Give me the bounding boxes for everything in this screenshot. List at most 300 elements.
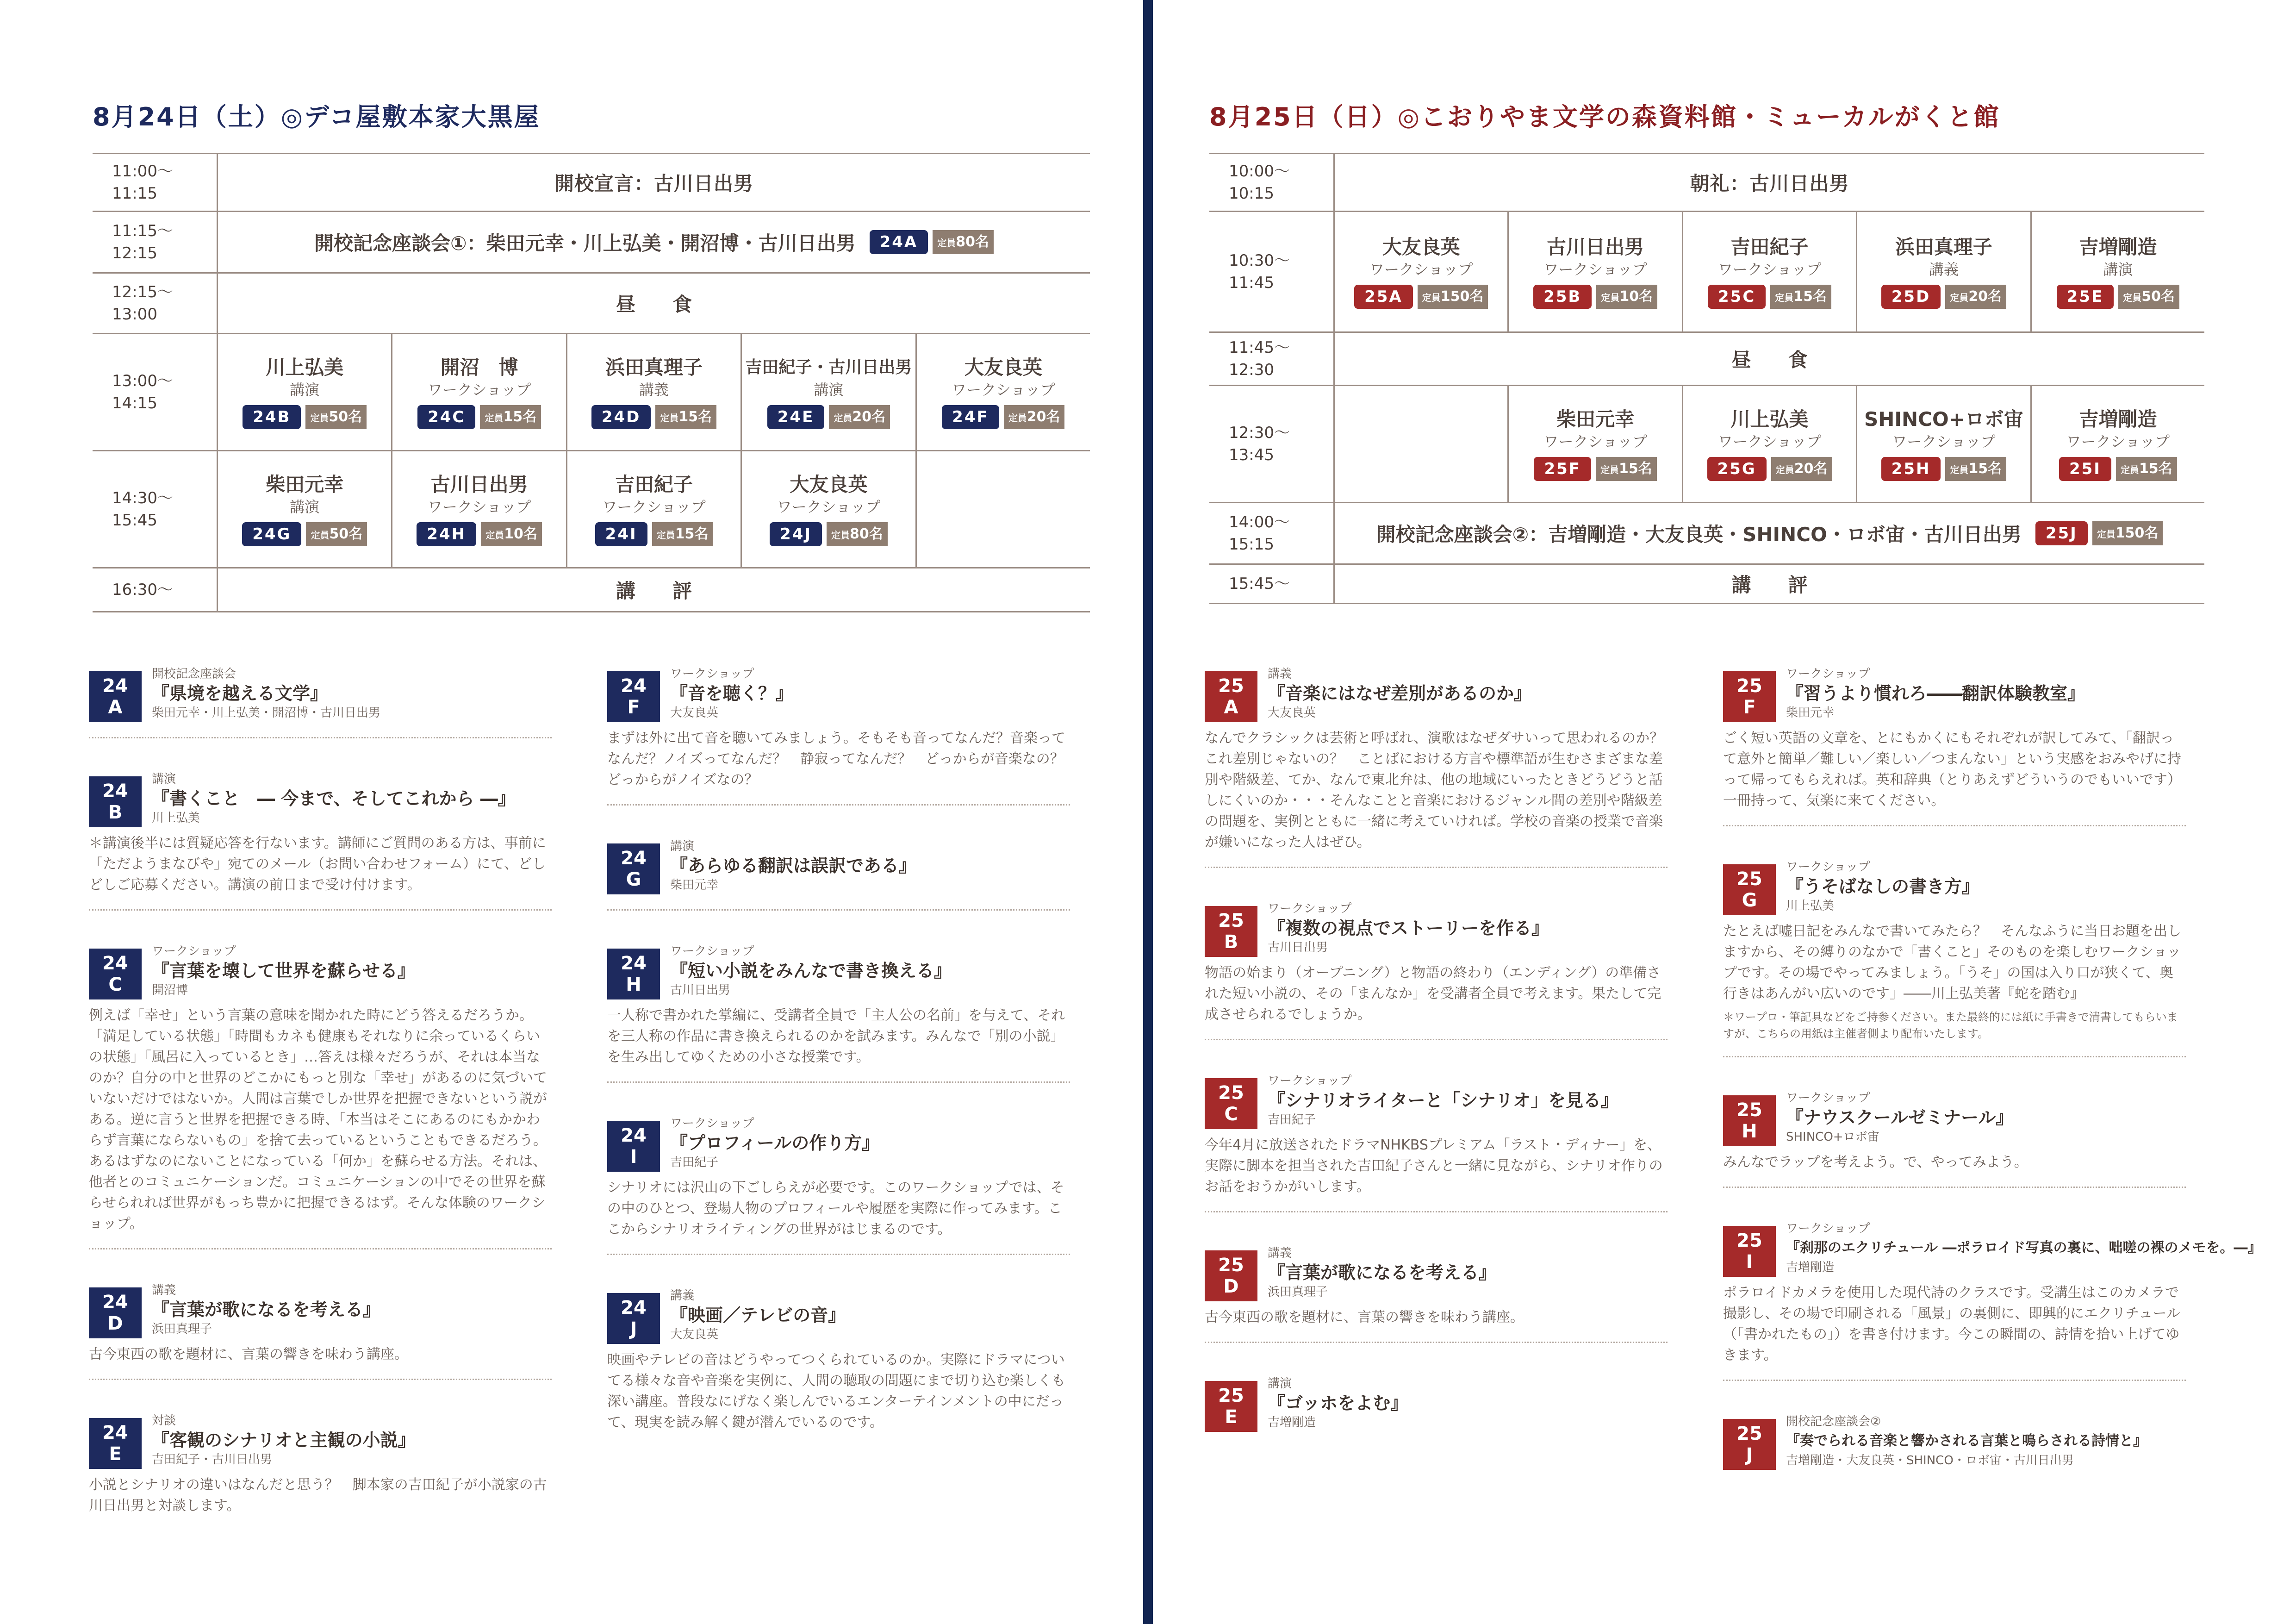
- capacity-badge: [655, 405, 716, 429]
- capacity-badge: [305, 405, 367, 429]
- session-description: [89, 667, 552, 738]
- capacity-prefix: 定員: [2123, 292, 2142, 303]
- session-speaker: 川上弘美: [1786, 899, 1835, 913]
- session-code-day: 25: [1218, 1082, 1244, 1104]
- time-start: 10:30〜: [1229, 251, 1290, 270]
- session-cell: [915, 334, 1090, 450]
- slot-content: [1333, 212, 2204, 331]
- session-descriptions-left-column: [1205, 667, 1678, 1466]
- capacity-value: 15名: [675, 526, 709, 542]
- time-start: 15:45〜: [1229, 575, 1290, 593]
- dotted-divider: [1723, 1366, 2186, 1381]
- schedule-row: [1209, 212, 2204, 333]
- badge-group: [770, 522, 888, 546]
- lecturer-name: 開沼 博: [440, 356, 518, 379]
- badge-group: [942, 405, 1064, 429]
- session-cell: [1507, 386, 1681, 502]
- schedule-row: [93, 212, 1090, 274]
- badge-group: [417, 522, 542, 546]
- lecturer-name: 大友良英: [1382, 236, 1460, 258]
- session-code-block: [1205, 1250, 1257, 1301]
- session-descriptions-left-column: [89, 667, 552, 1549]
- session-speaker: 吉田紀子: [1268, 1113, 1316, 1127]
- session-code-block: [1723, 1419, 1776, 1470]
- capacity-badge: [480, 405, 541, 429]
- schedule-row: [1209, 333, 2204, 386]
- description-header: [607, 1288, 1070, 1345]
- session-type: ワークショップ: [1369, 261, 1473, 278]
- lecturer-name: 古川日出男: [1547, 236, 1644, 258]
- description-header: [607, 944, 1070, 1000]
- session-code-day: 24: [621, 1297, 647, 1318]
- session-cell: [1682, 212, 1856, 331]
- dotted-divider: [89, 1234, 552, 1249]
- capacity-badge: [1945, 285, 2006, 309]
- session-descriptions-right-column: [1723, 667, 2262, 1504]
- capacity-badge: [481, 522, 542, 546]
- dotted-divider: [1723, 811, 2186, 826]
- badge-group: [2035, 521, 2163, 545]
- time-slot: [112, 274, 214, 333]
- session-category: ワークショップ: [1786, 1091, 1870, 1105]
- session-title: 『習うより慣れろ――翻訳体験教室』: [1786, 683, 2085, 704]
- description-heading: [152, 667, 552, 720]
- session-speaker: 吉田紀子: [670, 1156, 719, 1169]
- capacity-prefix: 定員: [2120, 464, 2139, 475]
- capacity-prefix: 定員: [485, 412, 504, 424]
- lecturer-name: 古川日出男: [430, 473, 528, 496]
- lecturer-name: 吉増剛造: [2079, 408, 2157, 431]
- session-description: [89, 1283, 552, 1380]
- description-header: [607, 839, 1070, 895]
- session-speaker: 大友良英: [670, 706, 719, 720]
- session-grid: [218, 451, 1090, 567]
- session-title: 『音を聴く？』: [670, 683, 794, 704]
- session-cell: [1682, 386, 1856, 502]
- session-cell: [566, 451, 740, 567]
- badge-group: [2057, 285, 2179, 309]
- session-code-badge: 24D: [591, 405, 651, 429]
- session-code-badge: 25C: [1708, 285, 1766, 309]
- session-code-block: [607, 949, 660, 999]
- session-speaker: 川上弘美: [152, 811, 200, 825]
- badge-group: [591, 405, 716, 429]
- capacity-value: 15名: [1619, 461, 1652, 477]
- session-code-block: [89, 1418, 142, 1469]
- badge-group: [1533, 285, 1657, 309]
- capacity-prefix: 定員: [311, 530, 330, 541]
- slot-content: [217, 274, 1090, 333]
- description-heading: [152, 1283, 552, 1337]
- symposium-row: [1335, 503, 2204, 563]
- session-type: 講演: [2103, 261, 2133, 278]
- session-title: 『音楽にはなぜ差別があるのか』: [1268, 683, 1532, 704]
- capacity-prefix: 定員: [1008, 412, 1027, 424]
- schedule-row: [1209, 503, 2204, 565]
- capacity-prefix: 定員: [1950, 292, 1969, 303]
- session-type: 講演: [290, 498, 320, 516]
- time-start: 13:00〜: [112, 372, 173, 390]
- day-heading-aug25: 8月25日（日）◎こおりやま文学の森資料館・ミューカルがくと館: [1209, 102, 2000, 131]
- badge-group: [1534, 457, 1656, 481]
- session-cell: [391, 334, 566, 450]
- capacity-value: 10名: [1619, 288, 1653, 305]
- session-code-day: 24: [621, 1125, 647, 1146]
- description-heading: [1268, 1246, 1668, 1299]
- session-speaker: 吉増剛造・大友良英・SHINCO・ロボ宙・古川日出男: [1786, 1454, 2074, 1468]
- session-body: 映画やテレビの音はどうやってつくられているのか。実際にドラマについてる様々な音や音楽を実例に、人間の聴取の問題にまで切り込む楽しくも深い講座。普段なにげなく楽しんでいるエンターテインメントの中にだって、現実を読み解く鍵が潜んでいるのです。: [607, 1352, 1065, 1430]
- time-end: 13:45: [1229, 446, 1274, 464]
- schedule-row: [93, 154, 1090, 212]
- capacity-value: 20名: [1794, 461, 1828, 477]
- lecturer-name: 大友良英: [790, 473, 868, 496]
- session-category: ワークショップ: [670, 1117, 754, 1131]
- capacity-prefix: 定員: [1601, 292, 1620, 303]
- session-body: シナリオには沢山の下ごしらえが必要です。このワークショップでは、その中のひとつ、登場人物のプロフィールや履歴を実際に作ってみます。ここからシナリオライティングの世界がはじまるのです。: [607, 1180, 1064, 1237]
- lecturer-name: 柴田元幸: [266, 473, 344, 496]
- capacity-badge: [1945, 457, 2006, 481]
- schedule-row: [1209, 386, 2204, 503]
- schedule-row: [93, 274, 1090, 334]
- description-header: [1205, 667, 1668, 723]
- description-heading: [152, 944, 552, 998]
- schedule-table-aug25: [1209, 153, 2204, 604]
- session-category: ワークショップ: [670, 944, 754, 958]
- symposium-label: 開校記念座談会①：柴田元幸・川上弘美・開沼博・古川日出男: [314, 232, 856, 255]
- time-end: 10:15: [1229, 184, 1274, 203]
- description-heading: [1268, 1074, 1668, 1127]
- schedule-row: [1209, 565, 2204, 604]
- session-cell: [218, 334, 391, 450]
- time-start: 14:30〜: [112, 489, 173, 507]
- session-title: 『映画／テレビの音』: [670, 1305, 846, 1325]
- session-code-letter: F: [627, 697, 640, 718]
- description-header: [89, 772, 552, 828]
- right-page: [1153, 0, 2296, 1624]
- session-speaker: 古川日出男: [1268, 941, 1328, 955]
- time-end: 15:45: [112, 511, 157, 530]
- session-cell: [740, 451, 915, 567]
- session-code-letter: D: [1223, 1276, 1239, 1297]
- session-category: 講義: [1268, 667, 1292, 681]
- session-body: 古今東西の歌を題材に、言葉の響きを味わう講座。: [89, 1346, 408, 1362]
- session-description: [607, 1116, 1070, 1255]
- session-category: 講演: [670, 839, 695, 853]
- description-header: [1205, 901, 1668, 958]
- description-heading: [1786, 1414, 2186, 1468]
- session-body: なんでクラシックは芸術と呼ばれ、演歌はなぜダサいって思われるのか？ これ差別じゃないの？ ことばにおける方言や標準語が生むさまざまな差別や階級差、てか、なんで東北弁は、他の地域にいったときどうどうと話しにくいのか・・・そんなことと音楽におけるジャンル間の差別や階級差の問題を、実例とともに一緒に考えていければ。学校の音楽の授業で音楽が嫌いになった人はぜひ。: [1205, 730, 1678, 850]
- session-category: 講義: [670, 1289, 695, 1303]
- capacity-badge: [2092, 521, 2163, 545]
- session-code-day: 25: [1736, 868, 1762, 890]
- slot-content: [217, 568, 1090, 611]
- session-title: 『ゴッホをよむ』: [1268, 1393, 1408, 1413]
- session-code-badge: 25F: [1534, 457, 1591, 481]
- description-header: [1723, 667, 2186, 723]
- description-heading: [1786, 860, 2186, 913]
- session-title: 『複数の視点でストーリーを作る』: [1268, 918, 1549, 938]
- lunch-label: 昼食: [1731, 349, 1845, 371]
- schedule-row: [93, 334, 1090, 451]
- description-header: [89, 1413, 552, 1470]
- symposium-row: [218, 212, 1090, 272]
- session-grid: [218, 334, 1090, 450]
- session-code-letter: H: [1742, 1121, 1757, 1142]
- badge-group: [595, 522, 713, 546]
- capacity-badge: [2118, 285, 2179, 309]
- session-code-badge: 24F: [942, 405, 999, 429]
- time-slot: [1229, 333, 1331, 385]
- session-code-day: 24: [102, 1422, 128, 1443]
- session-code-letter: B: [108, 802, 123, 823]
- capacity-badge: [933, 230, 994, 254]
- dotted-divider: [89, 1365, 552, 1380]
- session-code-day: 25: [1218, 1255, 1244, 1276]
- session-type: ワークショップ: [1543, 261, 1647, 278]
- session-type: ワークショップ: [2066, 433, 2170, 450]
- session-description: [1723, 1414, 2186, 1471]
- session-description: [1205, 1074, 1668, 1212]
- session-code-day: 24: [621, 675, 647, 697]
- description-header: [89, 667, 552, 723]
- session-speaker: 古川日出男: [670, 983, 731, 997]
- session-category: 講演: [152, 772, 176, 786]
- lecturer-name: 吉田紀子・古川日出男: [745, 358, 912, 377]
- time-start: 12:15〜: [112, 283, 173, 301]
- session-code-day: 25: [1218, 1385, 1244, 1406]
- badge-group: [1354, 285, 1488, 309]
- session-code-letter: J: [1746, 1444, 1753, 1466]
- description-header: [1723, 1091, 2186, 1147]
- session-cell: [740, 334, 915, 450]
- review-label: 講評: [616, 580, 729, 602]
- description-header: [1205, 1246, 1668, 1302]
- session-category: 開校記念座談会: [152, 667, 236, 681]
- capacity-value: 50名: [329, 526, 363, 542]
- session-code-letter: J: [630, 1318, 637, 1340]
- session-code-badge: 25E: [2057, 285, 2114, 309]
- empty-cell: [915, 451, 1090, 567]
- session-code-block: [607, 671, 660, 722]
- session-code-block: [1205, 671, 1257, 722]
- capacity-prefix: 定員: [310, 412, 329, 424]
- capacity-value: 150名: [1440, 288, 1484, 305]
- badge-group: [242, 522, 367, 546]
- schedule-row: [93, 451, 1090, 568]
- badge-group: [243, 405, 367, 429]
- slot-content: [1333, 333, 2204, 385]
- session-body: ポラロイドカメラを使用した現代詩のクラスです。受講生はこのカメラで撮影し、その場で印刷される「風景」の裏側に、即興的にエクリチュール（「書かれたもの」）を書き付けます。今この瞬間の、詩情を拾い上げてゆきます。: [1723, 1285, 2180, 1363]
- dotted-divider: [89, 723, 552, 738]
- badge-group: [767, 405, 890, 429]
- session-speaker: 柴田元幸・川上弘美・開沼博・古川日出男: [152, 706, 381, 720]
- session-type: ワークショップ: [1892, 433, 1996, 450]
- capacity-value: 20名: [1968, 288, 2002, 305]
- capacity-prefix: 定員: [1775, 464, 1794, 475]
- time-end: 12:15: [112, 244, 157, 262]
- dotted-divider: [1205, 1025, 1668, 1040]
- time-end: 12:30: [1229, 361, 1274, 379]
- session-body: たとえば嘘日記をみんなで書いてみたら？ そんなふうに当日お題を出しますから、その縛りのなかで「書くこと」そのものを楽しむワークショップです。その場でやってみましょう。「うそ」の国は入り口が狭くて、奥行きはあんがい広いのです」――川上弘美著『蛇を踏む』: [1723, 923, 2181, 1002]
- capacity-prefix: 定員: [937, 237, 956, 249]
- description-heading: [670, 667, 1070, 720]
- dotted-divider: [1205, 1197, 1668, 1212]
- capacity-prefix: 定員: [831, 530, 850, 541]
- session-code-badge: 25I: [2059, 457, 2111, 481]
- session-body: ＊講演後半には質疑応答を行ないます。講師にご質問のある方は、事前に「ただようまなびや」宛てのメール（お問い合わせフォーム）にて、どしどしご応募ください。講演の前日まで受け付けます。: [89, 835, 546, 893]
- session-speaker: 浜田真理子: [152, 1322, 212, 1336]
- session-code-day: 24: [102, 675, 128, 697]
- slot-content: [217, 154, 1090, 211]
- time-start: 10:00〜: [1229, 162, 1290, 181]
- time-start: 12:30〜: [1229, 424, 1290, 442]
- time-end: 11:45: [1229, 274, 1274, 292]
- dotted-divider: [1205, 1328, 1668, 1343]
- session-description: [1723, 667, 2186, 826]
- opening-declaration: 開校宣言：古川日出男: [554, 172, 753, 195]
- schedule-row: [1209, 154, 2204, 212]
- lecturer-name: 柴田元幸: [1556, 408, 1635, 431]
- session-code-block: [1723, 1226, 1776, 1277]
- session-speaker: 柴田元幸: [1786, 706, 1835, 720]
- schedule-table-aug24: [93, 153, 1090, 612]
- lecturer-name: 浜田真理子: [605, 356, 703, 379]
- session-category: ワークショップ: [1786, 860, 1870, 874]
- dotted-divider: [607, 790, 1070, 806]
- time-end: 14:15: [112, 394, 157, 412]
- session-type: 講義: [1929, 261, 1959, 278]
- session-body: 物語の始まり（オープニング）と物語の終わり（エンディング）の準備された短い小説の、その「まんなか」を受講者全員で考えます。果たして完成させられるでしょうか。: [1205, 965, 1661, 1023]
- dotted-divider: [1205, 853, 1668, 868]
- session-description: [89, 772, 552, 911]
- description-header: [1723, 1221, 2262, 1278]
- session-code-letter: C: [1224, 1104, 1238, 1125]
- description-header: [1723, 1414, 2186, 1471]
- slot-content: [1333, 503, 2204, 563]
- session-body: みんなでラップを考えよう。で、やってみよう。: [1723, 1154, 2028, 1170]
- session-speaker: 吉増剛造: [1268, 1416, 1316, 1430]
- time-end: 13:00: [112, 305, 157, 324]
- session-title: 『刹那のエクリチュール ―ポラロイド写真の裏に、咄嗟の裸のメモを。―』: [1786, 1240, 2262, 1256]
- capacity-prefix: 定員: [656, 530, 675, 541]
- session-grid: [1335, 212, 2204, 331]
- session-code-day: 25: [1736, 1099, 1762, 1121]
- session-code-day: 25: [1736, 1230, 1762, 1251]
- session-code-block: [1723, 864, 1776, 915]
- session-category: ワークショップ: [1786, 1222, 1870, 1236]
- session-cell: [1856, 212, 2030, 331]
- session-type: 講演: [290, 381, 320, 399]
- session-code-letter: A: [1224, 697, 1238, 718]
- session-title: 『奏でられる音楽と響かされる言葉と鳴らされる詩情と』: [1786, 1433, 2147, 1449]
- description-heading: [152, 772, 552, 825]
- session-title: 『客観のシナリオと主観の小説』: [152, 1430, 416, 1450]
- time-slot: [1229, 565, 1331, 603]
- capacity-badge: [1418, 285, 1488, 309]
- session-speaker: SHINCO+ロボ宙: [1786, 1130, 1879, 1144]
- session-category: ワークショップ: [1786, 667, 1870, 681]
- session-description: [1205, 667, 1678, 868]
- session-cell: [1507, 212, 1681, 331]
- capacity-prefix: 定員: [1600, 464, 1619, 475]
- description-heading: [670, 839, 1070, 893]
- capacity-value: 10名: [504, 526, 537, 542]
- session-code-badge: 24C: [417, 405, 475, 429]
- capacity-value: 15名: [1968, 461, 2002, 477]
- session-title: 『プロフィールの作り方』: [670, 1133, 880, 1153]
- session-type: ワークショップ: [777, 498, 881, 516]
- time-start: 16:30〜: [112, 581, 173, 599]
- session-code-badge: 24I: [595, 522, 647, 546]
- session-code-day: 25: [1736, 675, 1762, 697]
- session-body: 古今東西の歌を題材に、言葉の響きを味わう講座。: [1205, 1309, 1524, 1325]
- session-note: ＊ワープロ・筆記具などをご持参ください。また最終的には紙に手書きで清書してもらいますが、こちらの用紙は主催者側より配布いたします。: [1723, 1011, 2178, 1040]
- time-slot: [112, 568, 214, 611]
- time-slot: [1229, 386, 1331, 502]
- capacity-badge: [652, 522, 713, 546]
- session-description: [607, 839, 1070, 911]
- session-category: 対談: [152, 1414, 176, 1428]
- session-cell: [218, 451, 391, 567]
- session-code-badge: 25J: [2035, 521, 2088, 545]
- session-code-block: [1205, 906, 1257, 957]
- lecturer-name: 大友良英: [964, 356, 1042, 379]
- capacity-prefix: 定員: [1422, 292, 1441, 303]
- time-start: 11:15〜: [112, 222, 173, 240]
- session-speaker: 吉増剛造: [1786, 1261, 1835, 1274]
- capacity-prefix: 定員: [660, 412, 679, 424]
- session-code-day: 24: [102, 781, 128, 802]
- session-code-badge: 25A: [1354, 285, 1413, 309]
- session-description: [89, 944, 552, 1249]
- session-description: [1205, 1376, 1668, 1433]
- badge-group: [870, 230, 994, 254]
- lecturer-name: 浜田真理子: [1895, 236, 1992, 258]
- capacity-value: 50名: [2141, 288, 2175, 305]
- session-cell: [391, 451, 566, 567]
- description-header: [89, 944, 552, 1000]
- session-description: [1205, 901, 1668, 1040]
- session-code-letter: I: [630, 1146, 637, 1168]
- morning-assembly: 朝礼：古川日出男: [1690, 172, 1849, 195]
- description-heading: [1786, 667, 2186, 720]
- session-title: 『シナリオライターと「シナリオ」を見る』: [1268, 1090, 1619, 1111]
- session-grid: [1335, 386, 2204, 502]
- description-heading: [1786, 1091, 2186, 1144]
- session-category: 開校記念座談会②: [1786, 1415, 1881, 1429]
- slot-content: [1333, 154, 2204, 211]
- session-code-letter: I: [1746, 1251, 1753, 1273]
- session-title: 『言葉を壊して世界を蘇らせる』: [152, 961, 415, 981]
- session-descriptions-right-column: [607, 667, 1078, 1466]
- session-code-day: 24: [621, 953, 647, 974]
- description-heading: [152, 1413, 552, 1467]
- time-start: 11:45〜: [1229, 338, 1290, 357]
- session-cell: [1335, 212, 1507, 331]
- description-heading: [1268, 901, 1668, 955]
- session-code-letter: B: [1224, 931, 1238, 953]
- session-code-day: 25: [1736, 1423, 1762, 1444]
- session-code-letter: D: [107, 1313, 123, 1334]
- session-code-badge: 24H: [417, 522, 476, 546]
- session-code-badge: 24E: [767, 405, 825, 429]
- capacity-value: 15名: [2139, 461, 2172, 477]
- capacity-prefix: 定員: [2097, 529, 2116, 540]
- session-code-block: [1723, 671, 1776, 722]
- session-code-block: [89, 1287, 142, 1338]
- session-code-letter: F: [1743, 697, 1756, 718]
- dotted-divider: [89, 895, 552, 911]
